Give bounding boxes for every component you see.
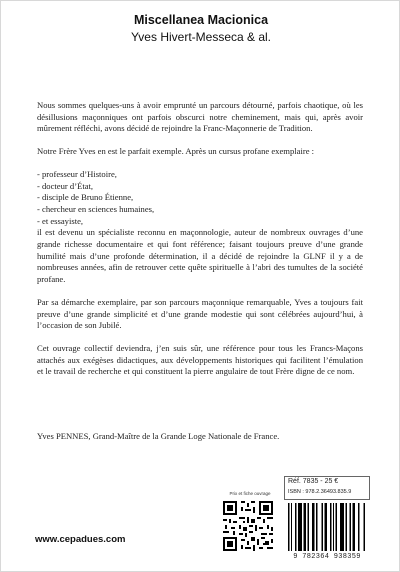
qr-code-icon[interactable] [221, 499, 275, 553]
paragraph-1: Nous sommes quelques-uns à avoir emprunté un parcours détourné, parfois chaotique, où les désillusions maçonniques ont parfois obscurci notre cheminement, mais qui, après avoir mûrement réfléchi, avons décidé de rejoindre la Franc-Maçonnerie de Tradition. [37, 100, 363, 134]
list-item: - et essayiste, [37, 215, 84, 226]
signature: Yves PENNES, Grand-Maître de la Grande Loge Nationale de France. [37, 431, 280, 441]
paragraph-2-intro: Notre Frère Yves en est le parfait exemple. Après un cursus profane exemplaire : [37, 146, 315, 157]
barcode-digits: 9 782364 938359 [293, 553, 361, 561]
paragraph-2 [37, 146, 363, 158]
blurb-text [37, 100, 363, 389]
cursus-list [37, 169, 363, 228]
barcode-icon [284, 501, 370, 553]
price-box [284, 476, 370, 500]
qr-caption: Prix et fiche ouvrage [229, 491, 271, 496]
paragraph-3: Par sa démarche exemplaire, par son parcours maçonnique remarquable, Yves a toujours fait preuve d’une grande simplicité et d’une grande modestie qui sont célébrées aujourd’hui, à l’occasion de son Jubilé. [37, 296, 363, 331]
list-item: - chercheur en sciences humaines, [37, 203, 155, 214]
publisher-website[interactable]: www.cepadues.com [35, 534, 126, 545]
list-item: - professeur d’Histoire, [37, 168, 117, 179]
isbn: ISBN : 978.2.36493.835.9 [288, 489, 352, 495]
book-title: Miscellanea Macionica [133, 13, 269, 27]
list-item: - docteur d’État, [37, 180, 94, 191]
paragraph-2-rest: il est devenu un spécialiste reconnu en maçonnologie, auteur de nombreux ouvrages d’une grande richesse documentaire et qui font référence; faisant toujours preuve d’une grande humilité mais d’une profonde détermination, il a décidé de rejoindre la GLNF il y a de nombreuses années, afin de retrouver cette quête spirituelle à l’abri des tumultes de la société profane. [37, 227, 363, 285]
barcode [284, 501, 370, 562]
book-author: Yves Hivert-Messeca & al. [130, 30, 272, 44]
paragraph-4: Cet ouvrage collectif deviendra, j’en suis sûr, une référence pour tous les Francs-Maçons attachés aux exégèses didactiques, aux développements historiques qui facilitent l’émulation et le travail de recherche et qui constituent la pierre angulaire de tout Frère digne de ce nom. [37, 342, 363, 377]
list-item: - disciple de Bruno Étienne, [37, 192, 134, 203]
price-reference: Réf. 7835 - 25 € [288, 478, 339, 485]
